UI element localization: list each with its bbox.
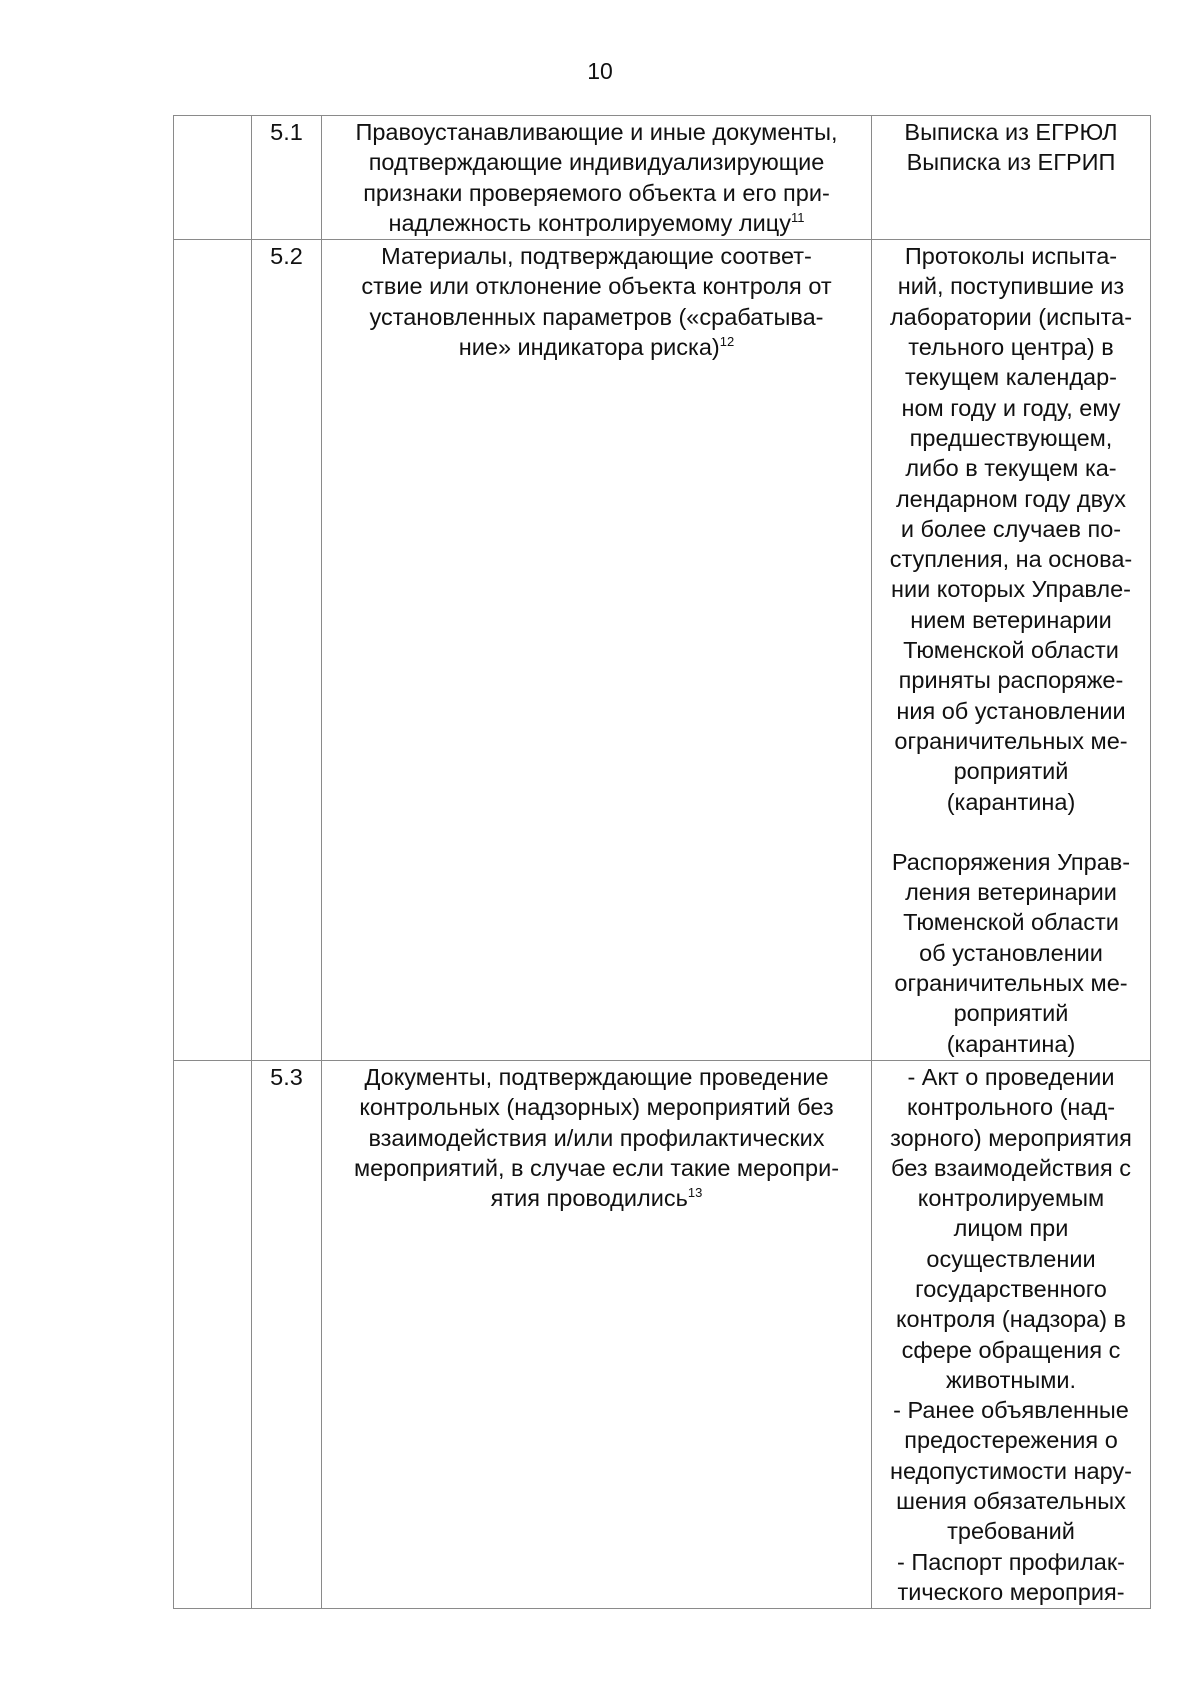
description-line — [326, 1062, 867, 1092]
document-line: - Акт о проведении — [907, 1063, 1115, 1090]
document-line: (карантина) — [946, 1030, 1076, 1057]
description-line — [326, 1092, 867, 1122]
description-line — [326, 1123, 867, 1153]
description-line-text: Документы, подтверждающие проведение — [364, 1063, 829, 1090]
document-line: Тюменской области — [903, 637, 1119, 664]
item-number: 5.2 — [252, 240, 322, 1061]
description-line-text: ятия проводились — [490, 1185, 688, 1212]
document-line: ления ветеринарии — [905, 879, 1117, 906]
document-line: - Паспорт профилак- — [897, 1548, 1125, 1575]
description-line-text: ние» индикатора риска) — [458, 334, 720, 361]
description-line — [326, 208, 867, 238]
item-description — [322, 240, 872, 1061]
description-line — [326, 1153, 867, 1183]
document-line: недопустимости нару- — [890, 1457, 1132, 1484]
description-line — [326, 332, 867, 362]
description-line-text: подтверждающие индивидуализирующие — [368, 149, 825, 176]
document-line: тельного центра) в — [908, 334, 1114, 361]
description-line — [326, 271, 867, 301]
table-row — [174, 1060, 1151, 1608]
description-line-text: признаки проверяемого объекта и его при- — [363, 179, 830, 206]
document-line: нии которых Управле- — [891, 576, 1131, 603]
blank-cell — [174, 1060, 252, 1608]
document-line: требований — [947, 1518, 1075, 1545]
blank-cell — [174, 240, 252, 1061]
block-gap — [876, 817, 1146, 847]
source-documents — [872, 116, 1151, 240]
document-line: ния об установлении — [896, 697, 1126, 724]
description-line-text: установленных параметров («срабатыва- — [369, 303, 824, 330]
document-table — [173, 115, 1151, 1609]
document-line: приняты распоряже- — [898, 667, 1124, 694]
document-line: зорного) мероприятия — [890, 1124, 1132, 1151]
description-line-text: контрольных (надзорных) мероприятий без — [359, 1094, 834, 1121]
description-line-text: ствие или отклонение объекта контроля от — [361, 273, 832, 300]
description-line-text: Правоустанавливающие и иные документы, — [355, 119, 838, 145]
footnote-ref: 12 — [719, 334, 735, 350]
description-line-text: взаимодействия и/или профилактических — [368, 1124, 825, 1151]
document-line: Выписка из ЕГРИП — [906, 149, 1116, 176]
description-line — [326, 178, 867, 208]
footnote-ref: 11 — [790, 210, 805, 226]
description-line-text: надлежность контролируемому лицу — [388, 209, 791, 236]
description-line — [326, 117, 867, 147]
document-line: Протоколы испыта- — [904, 243, 1118, 270]
document-line: осуществлении — [926, 1245, 1096, 1272]
source-documents — [872, 1060, 1151, 1608]
footnote-ref: 13 — [687, 1185, 703, 1201]
document-line: ном году и году, ему — [901, 394, 1121, 421]
item-number: 5.1 — [252, 116, 322, 240]
document-line: контроля (надзора) в — [895, 1306, 1127, 1333]
page-number: 10 — [587, 58, 613, 84]
document-line: об установлении — [919, 939, 1103, 966]
document-line: Выписка из ЕГРЮЛ — [904, 119, 1118, 145]
document-line: предшествующем, — [909, 424, 1113, 451]
document-line: лаборатории (испыта- — [889, 303, 1133, 330]
document-line: ний, поступившие из — [897, 273, 1125, 300]
source-documents — [872, 240, 1151, 1061]
document-line: Распоряжения Управ- — [891, 848, 1131, 875]
description-line — [326, 147, 867, 177]
description-line — [326, 1183, 867, 1213]
table-row — [174, 240, 1151, 1061]
document-line: Тюменской области — [903, 909, 1119, 936]
document-line: лендарном году двух — [895, 485, 1127, 512]
item-number: 5.3 — [252, 1060, 322, 1608]
document-line: роприятий — [953, 1000, 1069, 1027]
blank-cell — [174, 116, 252, 240]
document-line: без взаимодействия с — [891, 1154, 1131, 1181]
document-line: тического мероприя- — [897, 1578, 1125, 1605]
document-line: - Ранее объявленные — [893, 1397, 1129, 1424]
document-line: животными. — [945, 1366, 1077, 1393]
document-line: контролируемым — [917, 1185, 1105, 1212]
item-description — [322, 116, 872, 240]
table-row — [174, 116, 1151, 240]
document-line: предостережения о — [904, 1427, 1118, 1454]
document-line: нием ветеринарии — [910, 606, 1112, 633]
document-line: и более случаев по- — [900, 515, 1122, 542]
document-line: ступления, на основа- — [889, 546, 1133, 573]
description-line-text: Материалы, подтверждающие соответ- — [381, 243, 812, 270]
document-line: сфере обращения с — [901, 1336, 1121, 1363]
description-line — [326, 241, 867, 271]
document-line: текущем календар- — [905, 364, 1117, 391]
document-line: (карантина) — [946, 788, 1076, 815]
document-line: государственного — [915, 1275, 1107, 1302]
document-line: роприятий — [953, 758, 1069, 785]
description-line-text: мероприятий, в случае если такие меропри- — [353, 1154, 840, 1181]
item-description — [322, 1060, 872, 1608]
table-body — [174, 116, 1151, 1609]
document-line: лицом при — [953, 1215, 1069, 1242]
document-line: контрольного (над- — [906, 1094, 1116, 1121]
document-line: либо в текущем ка- — [905, 455, 1117, 482]
document-line: ограничительных ме- — [894, 970, 1128, 997]
document-line: шения обязательных — [896, 1488, 1126, 1515]
document-line: ограничительных ме- — [894, 727, 1128, 754]
description-line — [326, 302, 867, 332]
